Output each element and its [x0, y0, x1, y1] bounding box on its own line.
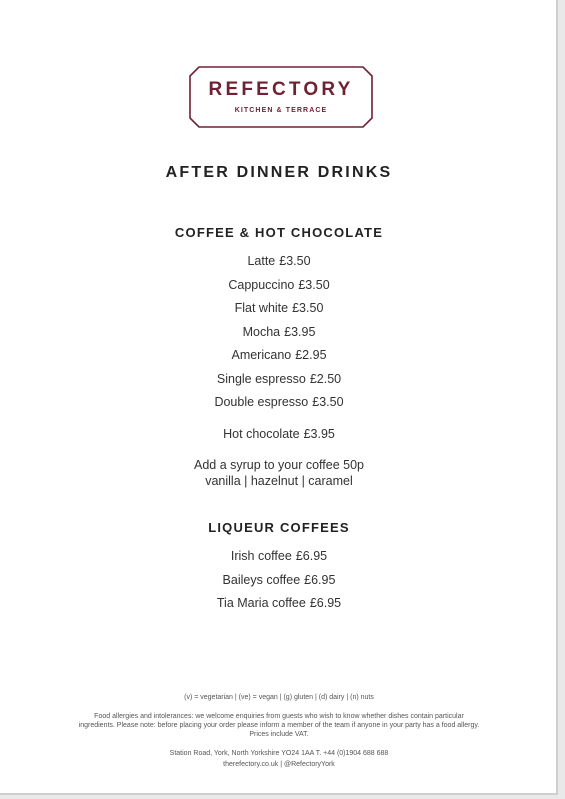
item-name: Double espresso — [214, 395, 309, 409]
menu-item — [0, 254, 558, 268]
menu-item — [0, 573, 558, 587]
item-price: £2.95 — [295, 348, 327, 362]
item-price: £2.50 — [309, 372, 342, 386]
menu-item — [0, 348, 558, 362]
allergy-line: ingredients. Please note: before placing your order please inform a member of the team if anyone in your party has a food allergy. — [78, 722, 480, 729]
page-title: AFTER DINNER DRINKS — [165, 164, 393, 181]
item-name: Cappuccino — [228, 278, 295, 292]
section-heading-coffee: COFFEE & HOT CHOCOLATE — [174, 225, 384, 240]
menu-item — [0, 278, 558, 292]
menu-item — [0, 549, 558, 563]
item-price: £3.95 — [284, 325, 316, 339]
menu-item — [0, 301, 558, 315]
item-price: £3.50 — [298, 278, 330, 292]
logo-name: REFECTORY — [208, 79, 354, 100]
website-social-link[interactable]: therefectory.co.uk | @RefectoryYork — [223, 761, 335, 768]
menu-item — [0, 372, 558, 386]
syrup-flavours: vanilla | hazelnut | caramel — [205, 474, 353, 488]
item-name: Mocha — [242, 325, 281, 339]
refectory-logo — [189, 66, 373, 128]
item-name: Baileys coffee — [222, 573, 301, 587]
item-name: Flat white — [234, 301, 289, 315]
item-price: £3.50 — [279, 254, 311, 268]
item-name: Hot chocolate — [223, 427, 300, 441]
syrup-offer: Add a syrup to your coffee 50p — [193, 458, 365, 472]
item-name: Latte — [247, 254, 276, 268]
menu-item — [0, 395, 558, 409]
allergy-notice — [40, 712, 518, 739]
menu-item — [0, 427, 558, 441]
item-price: £6.95 — [309, 596, 342, 610]
dietary-key: (v) = vegetarian | (ve) = vegan | (g) gluten | (d) dairy | (n) nuts — [184, 694, 374, 701]
item-name: Irish coffee — [230, 549, 292, 563]
item-price: £6.95 — [295, 549, 328, 563]
item-price: £3.50 — [312, 395, 344, 409]
item-price: £3.95 — [303, 427, 335, 441]
syrup-note — [0, 457, 558, 489]
menu-item — [0, 596, 558, 610]
item-name: Single espresso — [216, 372, 306, 386]
item-price: £6.95 — [304, 573, 336, 587]
logo-tagline: KITCHEN & TERRACE — [234, 107, 328, 114]
item-name: Americano — [231, 348, 292, 362]
allergy-line: Food allergies and intolerances: we welcome enquiries from guests who wish to know whether dishes contain particular — [94, 713, 464, 720]
address-line: Station Road, York, North Yorkshire YO24 1AA T. +44 (0)1904 688 688 — [169, 750, 389, 757]
section-heading-liqueur: LIQUEUR COFFEES — [208, 520, 350, 535]
prices-vat-line: Prices include VAT. — [249, 731, 309, 738]
item-name: Tia Maria coffee — [216, 596, 306, 610]
item-price: £3.50 — [292, 301, 324, 315]
menu-item — [0, 325, 558, 339]
